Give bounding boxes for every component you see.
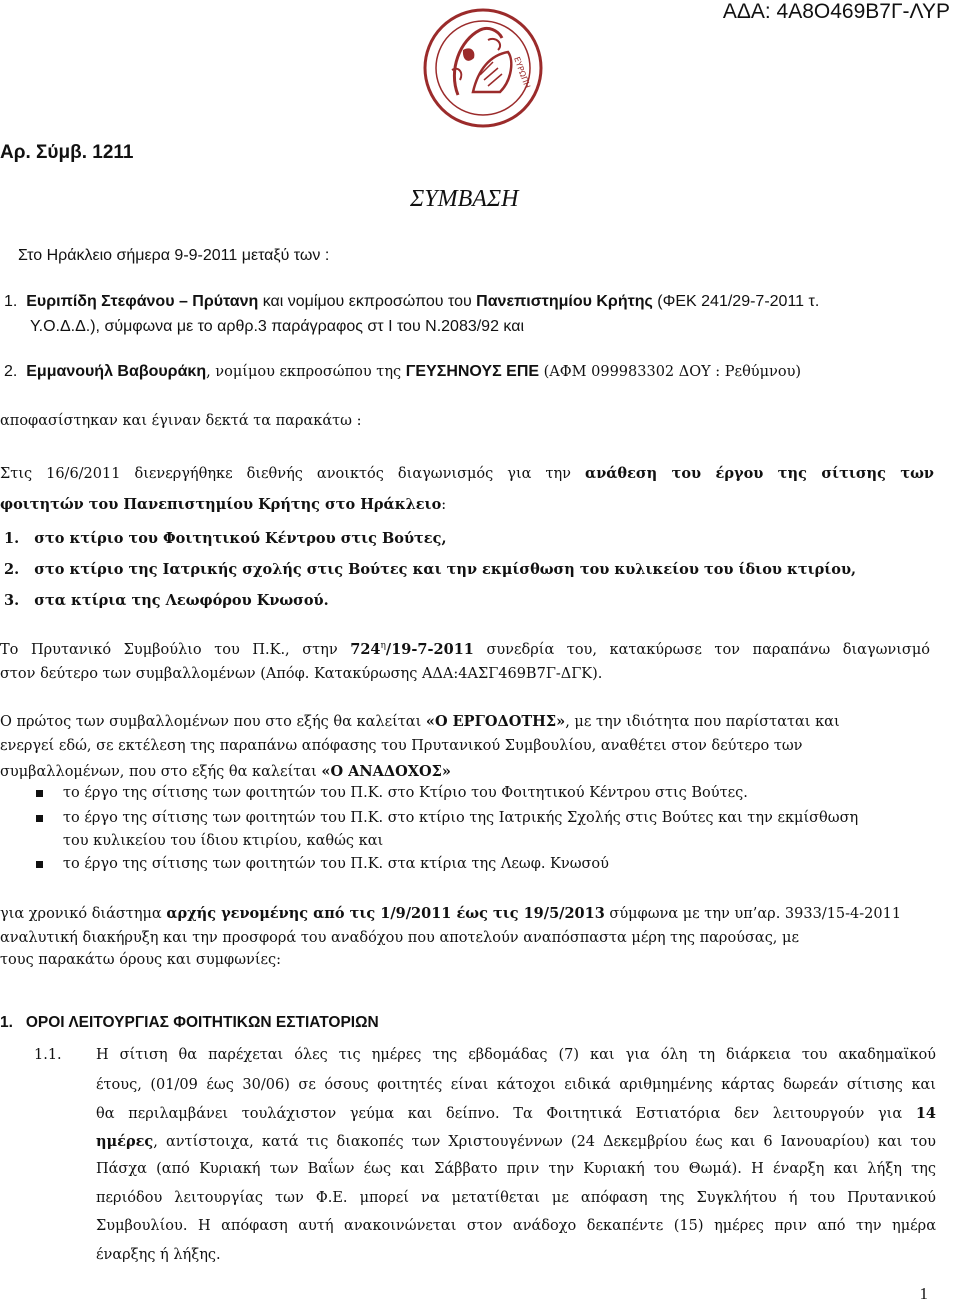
university-seal-logo [418,0,548,135]
assign-bullet-2-cont: του κυλικείου του ίδιου κτιρίου, καθώς και [63,833,384,849]
clause-line1: Η σίτιση θα παρέχεται όλες τις ημέρες της εβδομάδας (7) και για όλη τη διάρκεια του ακαδημαϊκού [96,1047,936,1063]
duration-text-2: σύμφωνα με την υπ’αρ. 3933/15-4-2011 [604,906,902,922]
assign-bullet-1: το έργο της σίτισης των φοιτητών του Π.Κ. στο Κτίριο του Φοιτητικού Κέντρου στις Βούτες. [63,785,748,801]
party1-name: Ευριπίδη Στεφάνου – Πρύτανη [26,293,259,310]
employer-label: «Ο ΕΡΓΟΔΟΤΗΣ» [425,713,566,730]
duration-line1 [0,905,901,922]
clause-line2: έτους, (01/09 έως 30/06) σε όσους φοιτητές είναι κάτοχοι ειδικά αριθμημένης κάρτας δωρεάν σίτισης και [96,1077,936,1093]
tender-item-2 [4,561,856,578]
party1-line1 [4,293,819,311]
clause-days: 14 [915,1105,936,1122]
party2-name: Εμμανουήλ Βαβουράκη [26,363,207,380]
party2-org: ΓΕΥΣΗΝΟΥΣ ΕΠΕ [405,363,540,380]
party1-number: 1. [4,293,18,310]
colon: : [441,497,447,513]
party2-line [4,363,801,381]
duration-line2: αναλυτική διακήρυξη και την προσφορά του αναδόχου που αποτελούν αναπόσπαστα μέρη της παρούσας, με [0,930,799,946]
item-number: 2. [4,561,20,578]
clause-days-cont: ημέρες [96,1133,154,1150]
clause-line5: Πάσχα (από Κυριακή των Βαΐων έως και Σάββατο πριν την Κυριακή του Θωμά). Η έναρξη και λήξη της [96,1161,936,1177]
ada-code: ΑΔΑ: 4Α8Ο469Β7Γ-ΛΥΡ [722,0,950,23]
party2-rest: (ΑΦΜ 099983302 ΔΟΥ : Ρεθύμνου) [539,364,802,380]
party1-rest: (ΦΕΚ 241/29-7-2011 τ. [652,293,820,310]
bullet-icon [36,815,43,822]
intro-line: Στο Ηράκλειο σήμερα 9-9-2011 μεταξύ των : [18,247,330,264]
duration-text: για χρονικό διάστημα [0,906,167,922]
document-title: ΣΥΜΒΑΣΗ [410,186,519,212]
first-line1 [0,713,840,730]
council-line2: στον δεύτερο των συμβαλλομένων (Απόφ. Κατακύρωσης ΑΔΑ:4ΑΣΓ469Β7Γ-ΔΓΚ). [0,666,603,682]
tender-item-1 [4,530,447,547]
item-text: στο κτίριο της Ιατρικής σχολής στις Βούτες και την εκμίσθωση του κυλικείου του ίδιου κτιρίου, [34,561,857,578]
item-number: 1. [4,530,20,547]
council-sup: η [380,641,386,652]
clause-line4 [96,1133,936,1150]
svg-text:ΕΥΡΩΠΗ: ΕΥΡΩΠΗ [512,55,532,90]
clause-line7: Συμβουλίου. Η απόφαση αυτή ανακοινώνεται στον ανάδοχο δεκαπέντε (15) ημέρες πριν από την ημέρα [96,1218,936,1234]
clause-text: θα περιλαμβάνει τουλάχιστον γεύμα και δείπνο. Τα Φοιτητικά Εστιατόρια δεν λειτουργούν για [96,1106,916,1122]
first-line3 [0,763,451,780]
tender-subject-cont: φοιτητών του Πανεπιστημίου Κρήτης στο Ηράκλειο [0,496,442,513]
clause-line6: περιόδου λειτουργίας των Φ.Ε. μπορεί να μετατίθεται με απόφαση της Συγκλήτου ή του Πρυτανικού [96,1190,936,1206]
bullet-icon [36,790,43,797]
duration-period: αρχής γενομένης από τις 1/9/2011 έως τις 19/5/2013 [166,905,605,922]
bullet-icon [36,861,43,868]
item-text: στα κτίρια της Λεωφόρου Κνωσού. [34,592,329,609]
clause-line3 [96,1105,936,1122]
section1-heading [0,1014,379,1032]
item-text: στο κτίριο του Φοιτητικού Κέντρου στις Βούτες, [34,530,447,547]
party2-mid: , νομίμου εκπροσώπου της [206,364,406,380]
tender-item-3 [4,592,329,609]
duration-line3: τους παρακάτω όρους και συμφωνίες: [0,952,282,968]
party1-line2: Υ.Ο.Δ.Δ.), σύμφωνα με το αρθρ.3 παράγραφος στ Ι του Ν.2083/92 και [30,318,525,335]
party2-number: 2. [4,363,18,380]
clause-line8: έναρξης ή λήξης. [96,1247,221,1263]
tender-subject: ανάθεση του έργου της σίτισης των [585,465,934,482]
first-text: Ο πρώτος των συμβαλλομένων που στο εξής θα καλείται [0,714,426,730]
council-date: /19-7-2011 [385,641,474,658]
contract-number: Αρ. Σύμβ. 1211 [0,142,134,163]
council-text: Το Πρυτανικό Συμβούλιο του Π.Κ., στην [0,642,351,658]
tender-line2 [0,496,446,513]
item-number: 3. [4,592,20,609]
assign-bullet-2: το έργο της σίτισης των φοιτητών του Π.Κ. στο κτίριο της Ιατρικής Σχολής στις Βούτες και την εκμίσθωση [63,810,859,826]
council-text-2: συνεδρία του, κατακύρωσε τον παραπάνω διαγωνισμό [473,642,930,658]
first-text-2: , με την ιδιότητα που παρίσταται και [565,714,840,730]
agreed-line: αποφασίστηκαν και έγιναν δεκτά τα παρακάτω : [0,413,362,429]
council-line1 [0,641,930,658]
contractor-label: «Ο ΑΝΑΔΟΧΟΣ» [321,763,451,780]
party1-mid: και νομίμου εκπροσώπου του [258,293,477,310]
page-number: 1 [919,1284,928,1303]
tender-text: Στις 16/6/2011 διενεργήθηκε διεθνής ανοικτός διαγωνισμός για την [0,466,586,482]
tender-line1 [0,465,934,482]
council-session: 724 [350,641,381,658]
clause-text-2: , αντίστοιχα, κατά τις διακοπές των Χριστουγέννων (24 Δεκεμβρίου έως και 6 Ιανουαρίου) και του [153,1134,936,1150]
section-number: 1. [0,1014,13,1031]
party1-org: Πανεπιστημίου Κρήτης [476,293,653,310]
first-line2: ενεργεί εδώ, σε εκτέλεση της παραπάνω απόφασης του Πρυτανικού Συμβουλίου, αναθέτει στον δεύτερο των [0,738,803,754]
first-text-3: συμβαλλομένων, που στο εξής θα καλείται [0,764,322,780]
clause-number: 1.1. [34,1047,62,1063]
section-title: ΟΡΟΙ ΛΕΙΤΟΥΡΓΙΑΣ ΦΟΙΤΗΤΙΚΩΝ ΕΣΤΙΑΤΟΡΙΩΝ [25,1014,379,1031]
assign-bullet-3: το έργο της σίτισης των φοιτητών του Π.Κ. στα κτίρια της Λεωφ. Κνωσού [63,856,609,872]
